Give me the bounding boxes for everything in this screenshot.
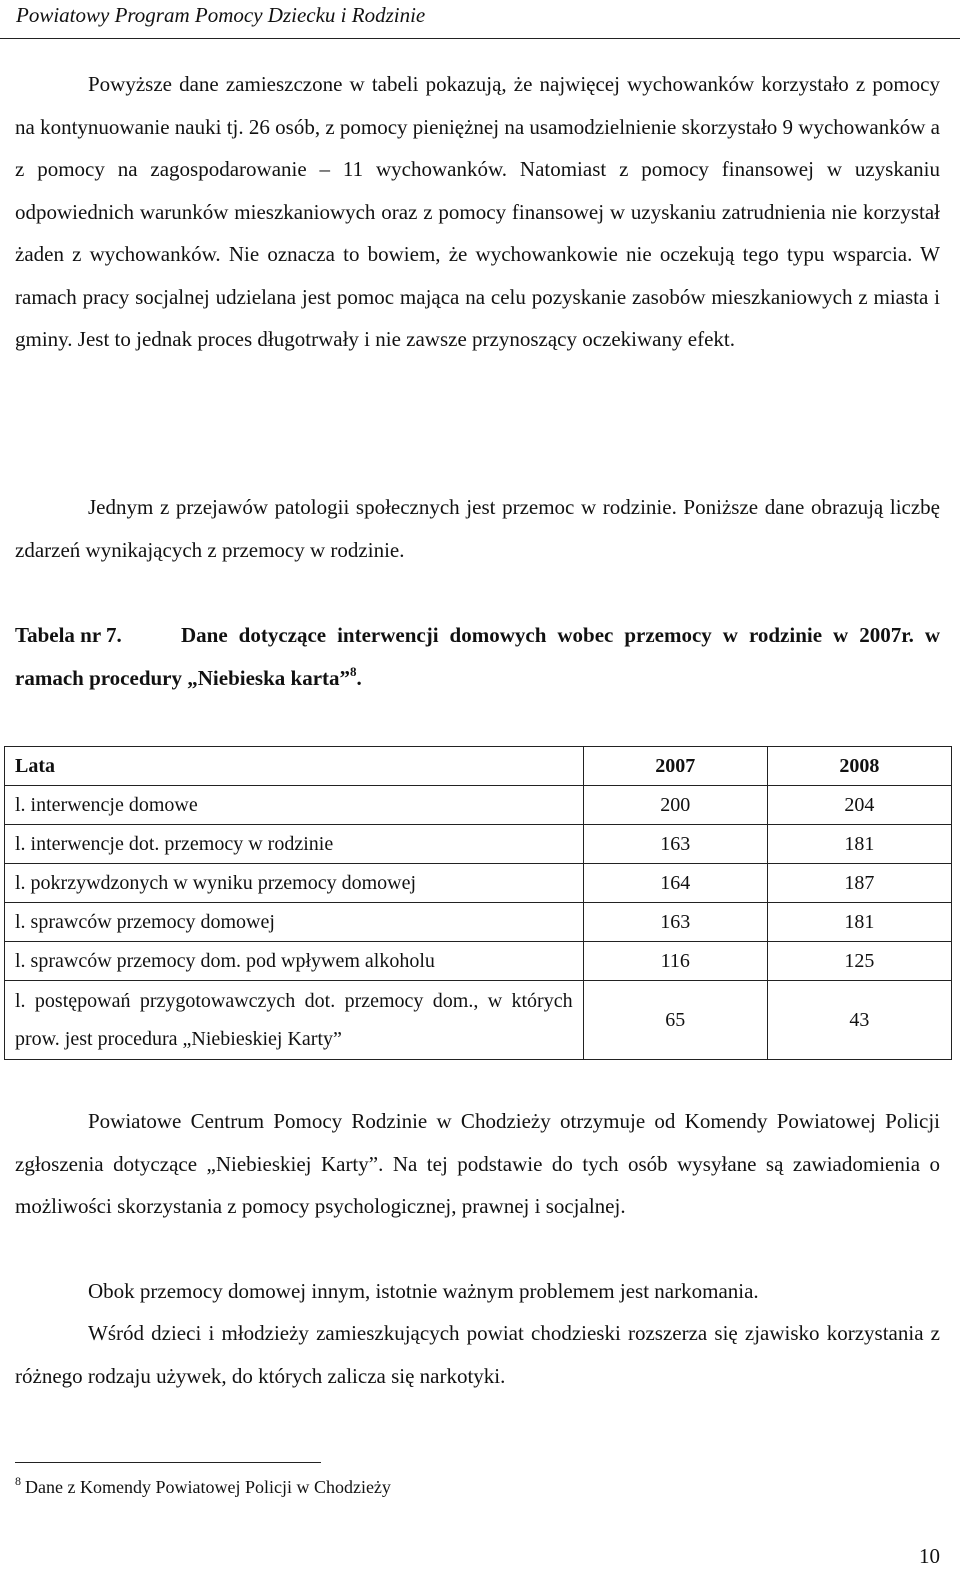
row-label: l. postępowań przygotowawczych dot. przemocy dom., w których prow. jest procedura „Niebieskiej Karty”: [5, 981, 584, 1060]
footnote-divider: [15, 1462, 321, 1463]
value-2008: 181: [767, 903, 951, 942]
row-label: l. interwencje dot. przemocy w rodzinie: [5, 825, 584, 864]
value-2008: 187: [767, 864, 951, 903]
interventions-table: [4, 746, 952, 1060]
row-label: l. sprawców przemocy domowej: [5, 903, 584, 942]
page-number: 10: [919, 1544, 940, 1568]
value-2008: 204: [767, 786, 951, 825]
row-label: l. pokrzywdzonych w wyniku przemocy domowej: [5, 864, 584, 903]
value-2007: 163: [583, 825, 767, 864]
value-2008: 181: [767, 825, 951, 864]
paragraph-wychowankowie: Powyższe dane zamieszczone w tabeli pokazują, że najwięcej wychowanków korzystało z pomocy na kontynuowanie nauki tj. 26 osób, z pomocy pieniężnej na usamodzielnienie skorzystało 9 wychowanków a z pomocy na zagospodarowanie – 11 wychowanków. Natomiast z pomocy finansowej w uzyskaniu odpowiednich warunków mieszkaniowych oraz z pomocy finansowej w uzyskaniu zatrudnienia nie korzystał żaden z wychowanków. Nie oznacza to bowiem, że wychowankowie nie oczekują tego typu wsparcia. W ramach pracy socjalnej udzielana jest pomoc mająca na celu pozyskanie zasobów mieszkaniowych z miasta i gminy. Jest to jednak proces długotrwały i nie zawsze przynoszący oczekiwany efekt.: [15, 72, 940, 351]
paragraph-niebieska-karta: Powiatowe Centrum Pomocy Rodzinie w Chodzieży otrzymuje od Komendy Powiatowej Policji zgłoszenia dotyczące „Niebieskiej Karty”. Na tej podstawie do tych osób wysyłane są zawiadomienia o możliwości skorzystania z pomocy psychologicznej, prawnej i socjalnej.: [15, 1109, 940, 1218]
paragraph-przemoc-intro: Jednym z przejawów patologii społecznych jest przemoc w rodzinie. Poniższe dane obrazują liczbę zdarzeń wynikających z przemocy w rodzinie.: [15, 495, 940, 562]
table-caption: [15, 614, 940, 699]
footnote-reference: 8: [350, 663, 357, 679]
table-row: [5, 981, 952, 1060]
table-number: Tabela nr 7.: [15, 623, 122, 647]
value-2007: 163: [583, 903, 767, 942]
table-row: [5, 786, 952, 825]
header-cell-lata: Lata: [5, 747, 584, 786]
table-row: [5, 903, 952, 942]
table-row: [5, 864, 952, 903]
value-2008: 43: [767, 981, 951, 1060]
footnote-text: Dane z Komendy Powiatowej Policji w Chodzieży: [25, 1477, 391, 1497]
table-title: Dane dotyczące interwencji domowych wobec przemocy w rodzinie w 2007r. w ramach procedury „Niebieska karta”: [15, 623, 940, 690]
paragraph-uzywki: Wśród dzieci i młodzieży zamieszkujących powiat chodzieski rozszerza się zjawisko korzystania z różnego rodzaju używek, do których zalicza się narkotyki.: [15, 1321, 940, 1388]
footnote: [15, 1474, 391, 1500]
paragraph-narkomania: Obok przemocy domowej innym, istotnie ważnym problemem jest narkomania.: [88, 1279, 759, 1303]
value-2007: 200: [583, 786, 767, 825]
running-header: Powiatowy Program Pomocy Dziecku i Rodzinie: [16, 3, 426, 27]
row-label: l. sprawców przemocy dom. pod wpływem alkoholu: [5, 942, 584, 981]
header-cell-2008: 2008: [767, 747, 951, 786]
table-header-row: [5, 747, 952, 786]
table-row: [5, 825, 952, 864]
value-2007: 116: [583, 942, 767, 981]
footnote-marker: 8: [15, 1474, 21, 1488]
caption-end: .: [356, 665, 362, 690]
value-2008: 125: [767, 942, 951, 981]
value-2007: 164: [583, 864, 767, 903]
row-label: l. interwencje domowe: [5, 786, 584, 825]
header-divider: [0, 38, 960, 39]
header-cell-2007: 2007: [583, 747, 767, 786]
value-2007: 65: [583, 981, 767, 1060]
table-row: [5, 942, 952, 981]
